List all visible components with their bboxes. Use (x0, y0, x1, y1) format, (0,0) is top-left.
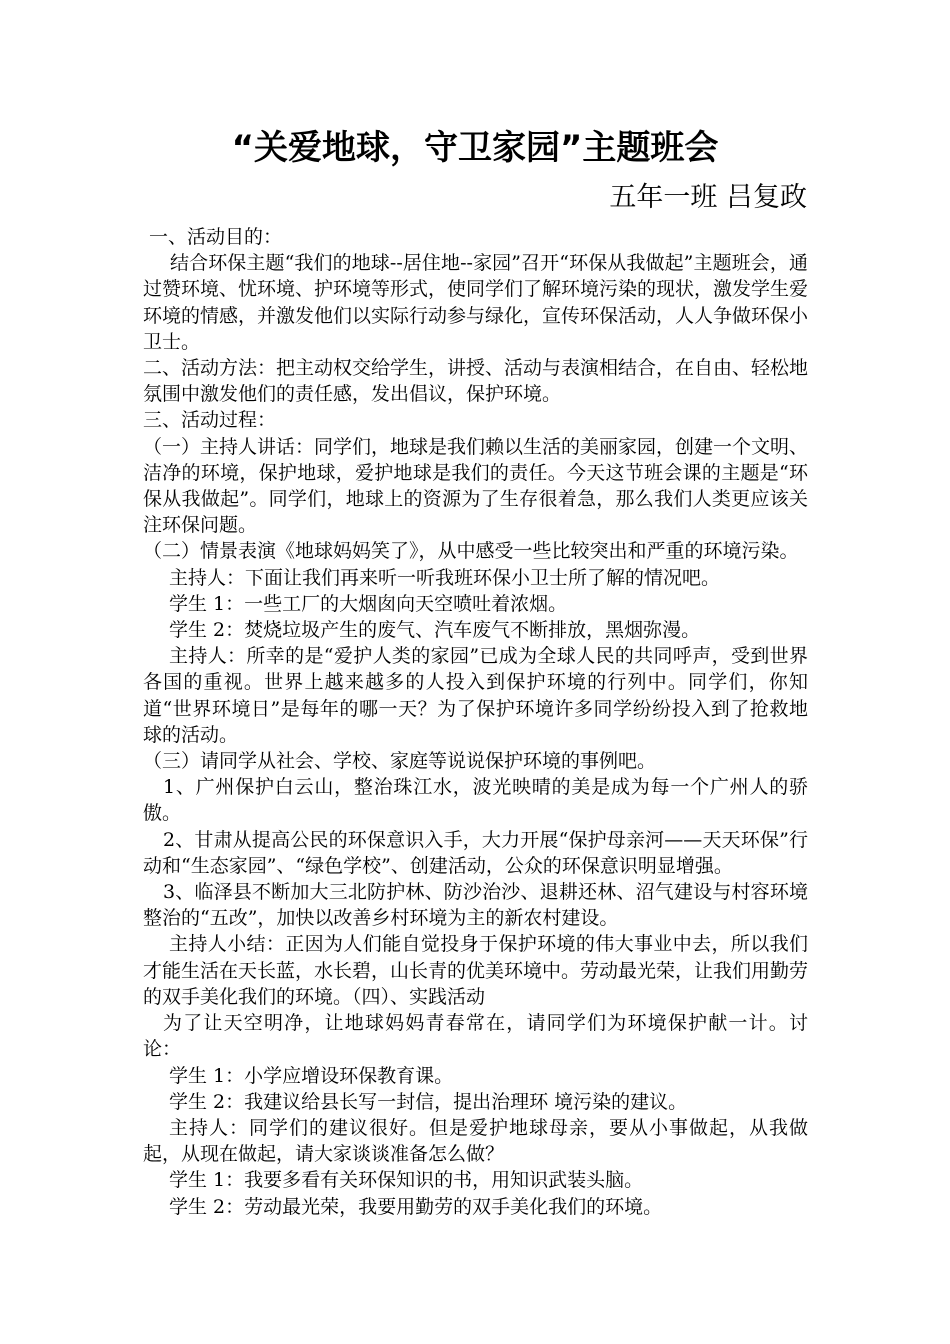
paragraph: （一）主持人讲话：同学们，地球是我们赖以生活的美丽家园，创建一个文明、洁净的环境，保护地球，爱护地球是我们的责任。今天这节班会课的主题是“环保从我做起”。同学们，地球上的资源为了生存很着急，那么我们人类更应该关注环保问题。 (143, 435, 809, 537)
paragraph: （三）请同学从社会、学校、家庭等说说保护环境的事例吧。 (143, 750, 657, 773)
paragraph: 学生 1：我要多看有关环保知识的书，用知识武装头脑。 (169, 1169, 644, 1192)
paragraph: 主持人：所幸的是“爱护人类的家园”已成为全球人民的共同呼声，受到世界各国的重视。世界上越来越多的人投入到保护环境的行列中。同学们，你知道“世界环境日”是每年的哪一天？为了保护环境许多同学纷纷投入到了抢救地球的活动。 (143, 645, 808, 746)
paragraph: 1、广州保护白云山，整治珠江水，波光映晴的美是成为每一个广州人的骄傲。 (143, 776, 808, 825)
paragraph: 学生 2：我建议给县长写一封信，提出治理环 境污染的建议。 (169, 1090, 688, 1113)
paragraph: 主持人：下面让我们再来听一听我班环保小卫士所了解的情况吧。 (169, 566, 721, 589)
paragraph: 为了让天空明净，让地球妈妈青春常在，请同学们为环境保护献一计。讨论： (143, 1012, 808, 1061)
paragraph: 三、活动过程： (143, 409, 277, 432)
paragraph: （二）情景表演《地球妈妈笑了》，从中感受一些比较突出和严重的环境污染。 (143, 540, 799, 563)
paragraph: 结合环保主题“我们的地球--居住地--家园”召开“环保从我做起”主题班会，通过赞环境、忧环境、护环境等形式，使同学们了解环境污染的现状，激发学生爱环境的情感，并激发他们以实际行动参与绿化，宣传环保活动，人人争做环保小卫士。 (143, 252, 809, 353)
paragraph: 3、临泽县不断加大三北防护林、防沙治沙、退耕还林、沼气建设与村容环境整治的“五改”，加快以改善乡村环境为主的新农村建设。 (143, 881, 808, 930)
document-title: “关爱地球，守卫家园”主题班会 (231, 128, 719, 168)
paragraph: 学生 1：小学应增设环保教育课。 (169, 1064, 454, 1087)
paragraph: 二、活动方法：把主动权交给学生，讲授、活动与表演相结合，在自由、轻松地氛围中激发他们的责任感，发出倡议，保护环境。 (143, 357, 809, 406)
paragraph: 主持人小结：正因为人们能自觉投身于保护环境的伟大事业中去，所以我们才能生活在天长蓝，水长碧，山长青的优美环境中。劳动最光荣，让我们用勤劳的双手美化我们的环境。（四）、实践活动 (143, 933, 809, 1008)
paragraph: 一、活动目的： (149, 226, 283, 248)
document-author: 五年一班 吕复政 (609, 182, 807, 213)
paragraph: 主持人：同学们的建议很好。但是爱护地球母亲，要从小事做起，从我做起，从现在做起，请大家谈谈准备怎么做？ (143, 1116, 808, 1166)
paragraph: 学生 2：焚烧垃圾产生的废气、汽车废气不断排放，黑烟弥漫。 (169, 619, 701, 642)
paragraph: 2、甘肃从提高公民的环保意识入手，大力开展“保护母亲河——天天环保”行动和“生态家园”、“绿色学校”、创建活动，公众的环保意识明显增强。 (143, 828, 808, 877)
document-body (143, 224, 808, 1220)
paragraph: 学生 2：劳动最光荣，我要用勤劳的双手美化我们的环境。 (169, 1195, 663, 1218)
paragraph: 学生 1：一些工厂的大烟囱向天空喷吐着浓烟。 (169, 592, 568, 615)
